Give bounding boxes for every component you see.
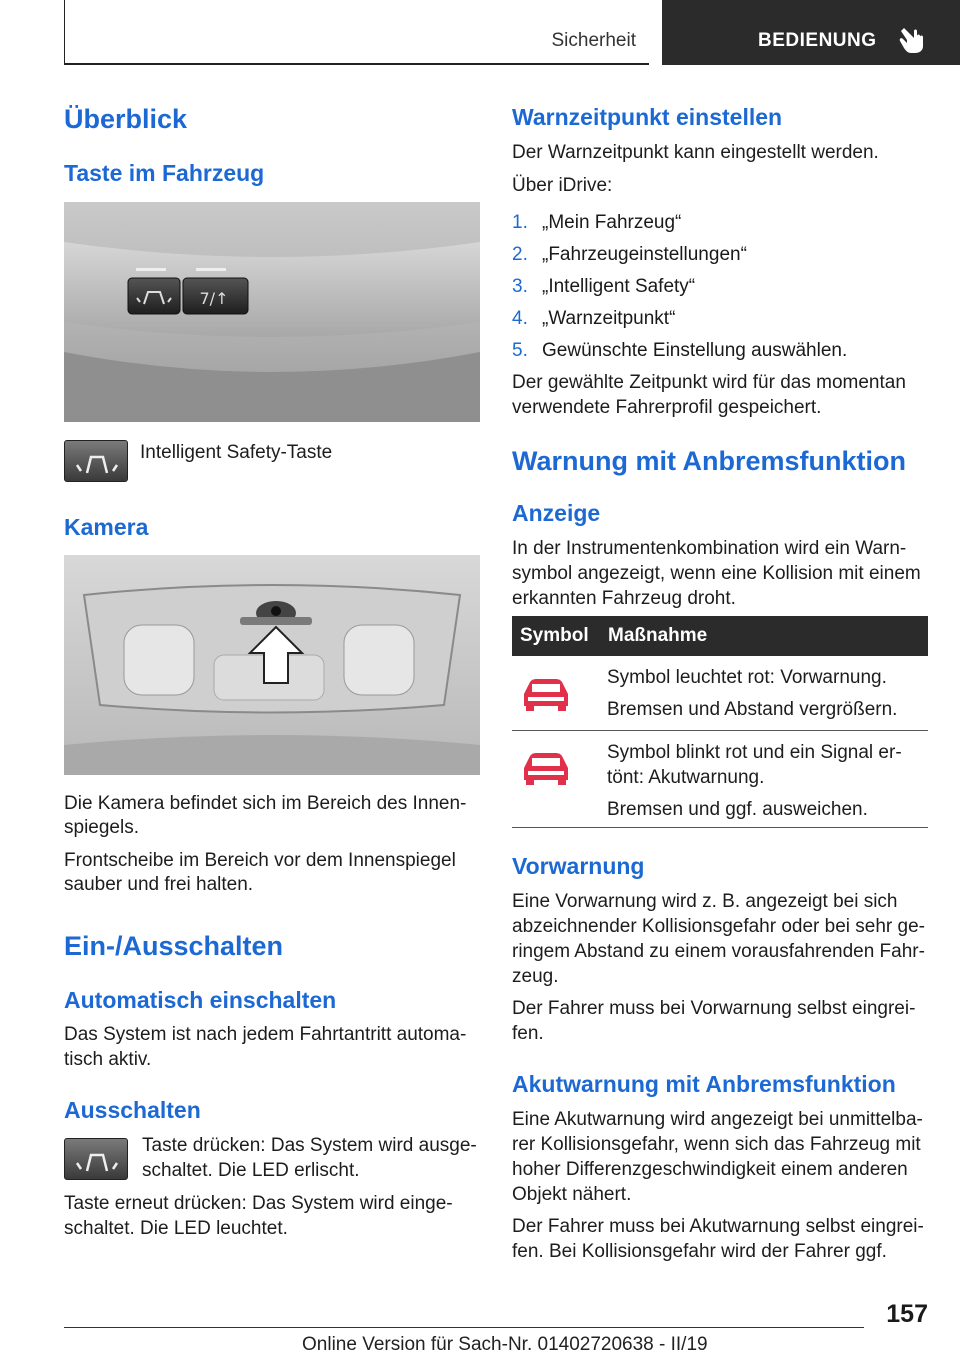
header-rule-bottom xyxy=(64,63,649,65)
pre-text-line4: zeug. xyxy=(512,966,559,987)
acute-text-line3: hoher Differenzgeschwindigkeit einem anderen xyxy=(512,1159,908,1180)
display-text-line2: symbol angezeigt, wenn eine Kollision mit einem xyxy=(512,563,921,584)
heading-button-in-vehicle: Taste im Fahrzeug xyxy=(64,160,265,186)
heading-off: Ausschalten xyxy=(64,1097,201,1123)
step-text: „Intelligent Safety“ xyxy=(542,276,696,297)
time-text-2: Über iDrive: xyxy=(512,175,613,196)
camera-text-line1: Die Kamera befindet sich im Bereich des Innen- xyxy=(64,793,467,814)
button-caption: Intelligent Safety-Taste xyxy=(140,442,333,463)
heading-camera: Kamera xyxy=(64,514,149,540)
photo-camera-windshield xyxy=(64,555,480,775)
step-text: „Fahrzeugeinstellungen“ xyxy=(542,244,747,265)
col-action-header: Maßnahme xyxy=(608,625,708,646)
saved-text-line1: Der gewählte Zeitpunkt wird für das momentan xyxy=(512,372,906,393)
auto-text-line2: tisch aktiv. xyxy=(64,1049,152,1070)
camera-clean-line1: Frontscheibe im Bereich vor dem Innenspiegel xyxy=(64,850,456,871)
display-text-line3: erkannten Fahrzeug droht. xyxy=(512,588,736,609)
acute-text-line2: rer Kollisionsgefahr, wenn sich das Fahrzeug mit xyxy=(512,1134,921,1155)
pre2-text-line2: fen. xyxy=(512,1023,544,1044)
saved-text-line2: verwendete Fahrerprofil gespeichert. xyxy=(512,397,822,418)
row2-text-a2: tönt: Akutwarnung. xyxy=(607,767,765,788)
acute-text-line4: Objekt nähert. xyxy=(512,1184,632,1205)
row1-text-a: Symbol leuchtet rot: Vorwarnung. xyxy=(607,667,887,688)
off-text-line2: schaltet. Die LED erlischt. xyxy=(142,1160,360,1181)
step-number: 2. xyxy=(512,244,528,265)
list-item xyxy=(512,210,928,242)
heading-on-off: Ein-/Ausschalten xyxy=(64,931,284,961)
footer-rule xyxy=(64,1327,864,1328)
header-chapter-tab xyxy=(662,0,960,65)
acute2-text-line2: fen. Bei Kollisionsgefahr wird der Fahrer ggf. xyxy=(512,1241,887,1262)
acute-text-line1: Eine Akutwarnung wird angezeigt bei unmittelba- xyxy=(512,1109,923,1130)
step-number: 5. xyxy=(512,340,528,361)
acute2-text-line1: Der Fahrer muss bei Akutwarnung selbst eingrei- xyxy=(512,1216,924,1237)
step-number: 4. xyxy=(512,308,528,329)
car-warning-blink-icon xyxy=(520,750,572,786)
intelligent-safety-button-icon xyxy=(64,440,128,482)
heading-display: Anzeige xyxy=(512,500,601,526)
camera-text-line2: spiegels. xyxy=(64,817,139,838)
table-row-divider xyxy=(512,730,928,731)
step-text: Gewünschte Einstellung auswählen. xyxy=(542,340,848,361)
step-text: „Mein Fahrzeug“ xyxy=(542,212,682,233)
pre2-text-line1: Der Fahrer muss bei Vorwarnung selbst eingrei- xyxy=(512,998,916,1019)
list-item xyxy=(512,338,928,370)
col-symbol-header: Symbol xyxy=(520,625,589,646)
photo-button-panel xyxy=(64,202,480,422)
hand-pointer-icon xyxy=(898,24,926,54)
list-item xyxy=(512,242,928,274)
row2-text-b: Bremsen und ggf. ausweichen. xyxy=(607,799,868,820)
car-warning-red-icon xyxy=(520,676,572,712)
camera-clean-line2: sauber und frei halten. xyxy=(64,874,254,895)
again-text-line2: schaltet. Die LED leuchtet. xyxy=(64,1218,288,1239)
step-text: „Warnzeitpunkt“ xyxy=(542,308,676,329)
time-text-1: Der Warnzeitpunkt kann eingestellt werden. xyxy=(512,142,879,163)
heading-warning-time: Warnzeitpunkt einstellen xyxy=(512,104,783,130)
heading-overview: Überblick xyxy=(64,104,188,134)
pre-text-line1: Eine Vorwarnung wird z. B. angezeigt bei sich xyxy=(512,891,898,912)
footer-text: Online Version für Sach-Nr. 01402720638 - II/19 xyxy=(302,1334,708,1355)
again-text-line1: Taste erneut drücken: Das System wird einge- xyxy=(64,1193,453,1214)
list-item xyxy=(512,306,928,338)
heading-warning-braking: Warnung mit Anbremsfunktion xyxy=(512,446,906,476)
list-item xyxy=(512,274,928,306)
svg-text:7/↑: 7/↑ xyxy=(199,289,229,308)
header-chapter-label: BEDIENUNG xyxy=(758,30,877,51)
row2-text-a1: Symbol blinkt rot und ein Signal er- xyxy=(607,742,902,763)
row1-text-b: Bremsen und Abstand vergrößern. xyxy=(607,699,898,720)
idrive-steps-list xyxy=(512,210,928,370)
header-section-title: Sicherheit xyxy=(551,30,636,51)
heading-acute-warning: Akutwarnung mit Anbremsfunktion xyxy=(512,1071,896,1097)
symbol-table-header xyxy=(512,616,928,656)
pre-text-line3: ringem Abstand zu einem vorausfahrenden Fahr- xyxy=(512,941,925,962)
auto-text-line1: Das System ist nach jedem Fahrtantritt automa- xyxy=(64,1024,467,1045)
step-number: 1. xyxy=(512,212,528,233)
heading-auto-on: Automatisch einschalten xyxy=(64,987,337,1013)
off-text-line1: Taste drücken: Das System wird ausge- xyxy=(142,1135,477,1156)
page-number: 157 xyxy=(886,1300,928,1328)
heading-prewarning: Vorwarnung xyxy=(512,853,645,879)
header-rule-left xyxy=(64,0,65,64)
step-number: 3. xyxy=(512,276,528,297)
display-text-line1: In der Instrumentenkombination wird ein Warn- xyxy=(512,538,907,559)
pre-text-line2: abzeichnender Kollisionsgefahr oder bei sehr ge- xyxy=(512,916,925,937)
table-row-divider xyxy=(512,827,928,828)
intelligent-safety-button-icon-2 xyxy=(64,1138,128,1180)
